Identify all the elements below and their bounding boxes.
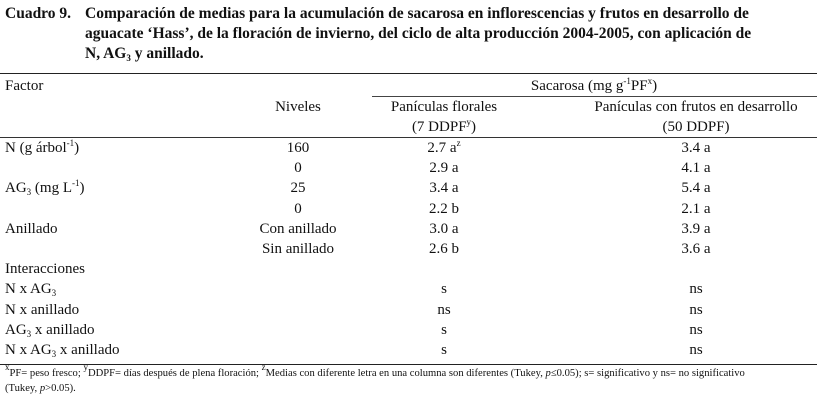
interaction-paniculas-florales-value: s (441, 281, 447, 298)
interaction-paniculas-frutos-value: ns (689, 342, 703, 358)
header-7-ddpf: (7 DDPF$^y$) (411, 117, 477, 135)
top-rule (0, 73, 817, 74)
row-level: 25 (290, 180, 306, 197)
row-paniculas-frutos-value: 4.1 a (681, 160, 711, 177)
caption-line-1: Comparación de medias para la acumulación de sacarosa en inflorescencias y frutos en desarrollo de (85, 5, 749, 22)
row-level: Sin anillado (261, 241, 335, 257)
row-level: Con anillado (259, 220, 337, 237)
interaction-factor: N x $AG_3$ x anillado (5, 342, 120, 359)
row-paniculas-frutos-value: 2.1 a (681, 200, 711, 217)
row-level: 160 (286, 140, 310, 156)
row-factor: Anillado (5, 220, 58, 237)
interaction-factor: N x $AG_3$ (5, 281, 57, 299)
footnote-line-2: (Tukey, p>0.05). (5, 383, 76, 394)
sacarosa-underline (372, 96, 817, 97)
interaction-paniculas-florales-value: ns (437, 301, 451, 318)
caption-line-2: aguacate ‘Hass’, de la floración de invierno, del ciclo de alta producción 2004-2005, con aplicación de (85, 25, 752, 42)
row-paniculas-frutos-value: 3.4 a (681, 140, 711, 156)
interaction-paniculas-florales-value: s (441, 342, 447, 358)
row-paniculas-florales-value: 2.9 a (429, 160, 459, 177)
row-level: 0 (294, 160, 302, 177)
row-factor: N (g árbol$^{-1}$) (5, 138, 80, 156)
row-paniculas-florales-value: 3.4 a (429, 180, 459, 197)
header-rule (0, 137, 817, 138)
header-factor: Factor (5, 78, 44, 94)
interaction-paniculas-frutos-value: ns (689, 321, 703, 338)
row-paniculas-florales-value: 3.0 a (429, 220, 459, 237)
row-paniculas-frutos-value: 3.6 a (681, 241, 711, 257)
row-paniculas-frutos-value: 3.9 a (681, 220, 711, 237)
row-paniculas-florales-value: 2.7 $a^z$ (427, 138, 461, 156)
interaction-factor: $AG_3$ x anillado (5, 321, 95, 339)
header-50-ddpf: (50 DDPF) (662, 119, 730, 135)
interaction-paniculas-frutos-value: ns (689, 301, 703, 318)
interacciones-title: Interacciones (5, 261, 85, 278)
interaction-paniculas-frutos-value: ns (689, 281, 703, 298)
bottom-rule (0, 364, 817, 365)
interaction-factor: N x anillado (5, 301, 80, 318)
row-paniculas-florales-value: 2.2 b (429, 200, 459, 217)
interaction-paniculas-florales-value: s (441, 321, 447, 338)
row-paniculas-florales-value: 2.6 b (429, 241, 459, 257)
row-paniculas-frutos-value: 5.4 a (681, 180, 711, 197)
caption-label: Cuadro 9. (5, 5, 72, 22)
row-factor: $AG_3$ (mg $L^{-1}$) (5, 178, 85, 198)
caption-line-3: N, $AG_3$ y anillado. (85, 45, 204, 63)
footnote-line-1: $^x$PF= peso fresco; $^y$DDPF= días después de plena floración; $^z$Medias con diferente letra en una columna son diferentes (Tukey, p≤0.05); s= significativo y ns= no significativo (5, 362, 745, 379)
header-sacarosa: Sacarosa (mg $g^{-1}PF^x$) (530, 76, 658, 94)
row-level: 0 (294, 200, 302, 217)
header-paniculas-florales: Panículas florales (390, 99, 498, 115)
header-paniculas-frutos: Panículas con frutos en desarrollo (594, 99, 798, 115)
header-niveles: Niveles (275, 99, 321, 115)
